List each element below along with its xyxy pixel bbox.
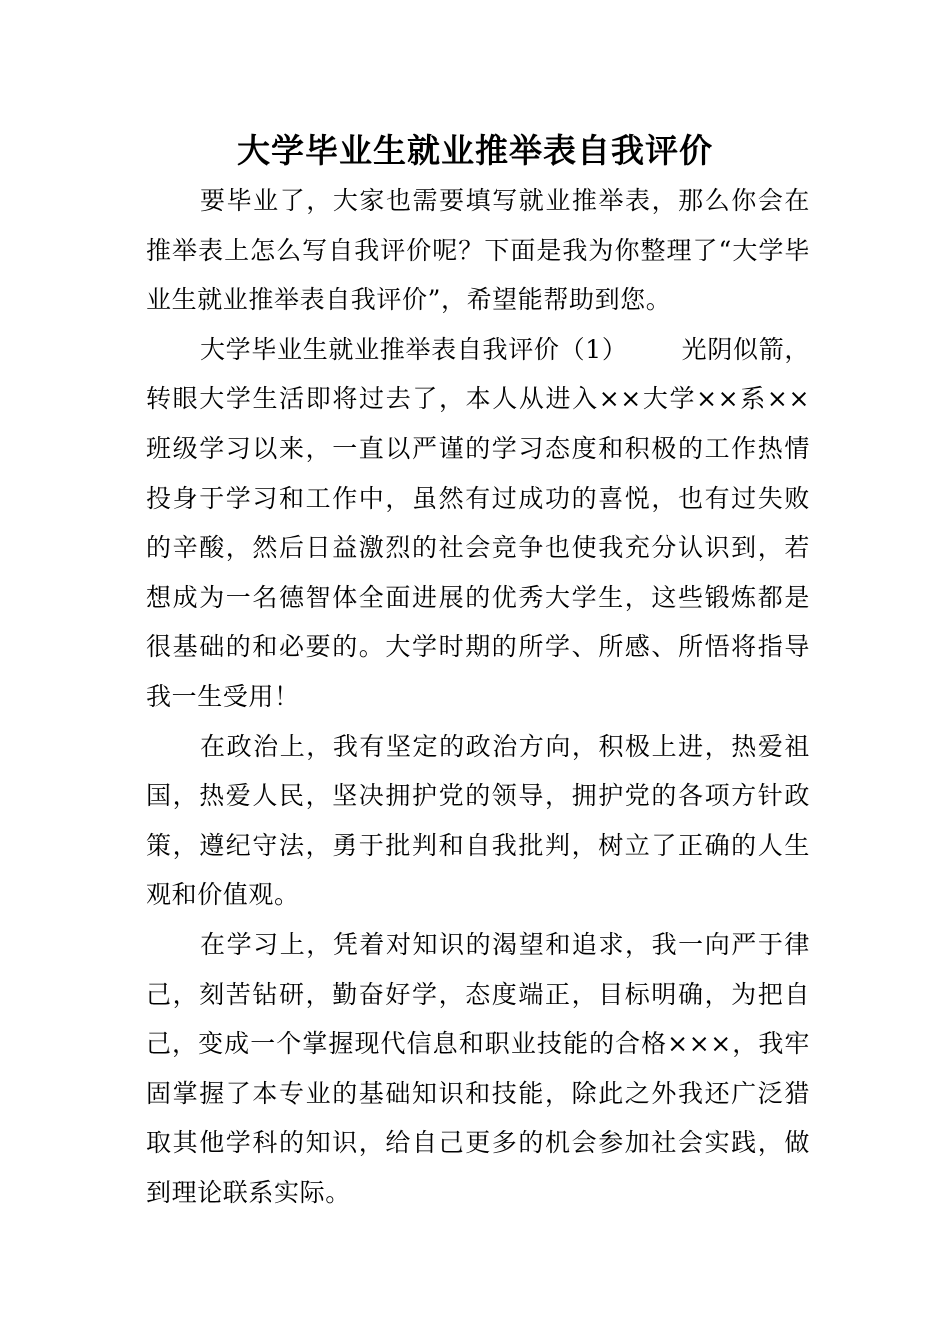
politics-paragraph: 在政治上，我有坚定的政治方向，积极上进，热爱祖国，热爱人民，坚决拥护党的领导，拥护党的各项方针政策，遵纪守法，勇于批判和自我批判，树立了正确的人生观和价值观。 xyxy=(146,731,810,910)
study-paragraph: 在学习上，凭着对知识的渴望和追求，我一向严于律己，刻苦钻研，勤奋好学，态度端正，目标明确，为把自己，变成一个掌握现代信息和职业技能的合格×××，我牢固掌握了本专业的基础知识和技能，除此之外我还广泛猎取其他学科的知识，给自己更多的机会参加社会实践，做到理论联系实际。 xyxy=(146,929,810,1207)
intro-paragraph: 要毕业了，大家也需要填写就业推举表，那么你会在推举表上怎么写自我评价呢？下面是我为你整理了“大学毕业生就业推举表自我评价”，希望能帮助到您。 xyxy=(146,186,810,315)
document-body xyxy=(146,176,810,1217)
section-body-1: 光阴似箭，转眼大学生活即将过去了，本人从进入××大学××系××班级学习以来，一直以严谨的学习态度和积极的工作热情投身于学习和工作中，虽然有过成功的喜悦，也有过失败的辛酸，然后日益激烈的社会竞争也使我充分认识到，若想成为一名德智体全面进展的优秀大学生，这些锻炼都是很基础的和必要的。大学时期的所学、所感、所悟将指导我一生受用！ xyxy=(146,334,810,711)
section-heading-1: 大学毕业生就业推举表自我评价（1） xyxy=(200,334,628,364)
document-title: 大学毕业生就业推举表自我评价 xyxy=(237,131,713,170)
section-paragraph-1 xyxy=(146,325,810,722)
